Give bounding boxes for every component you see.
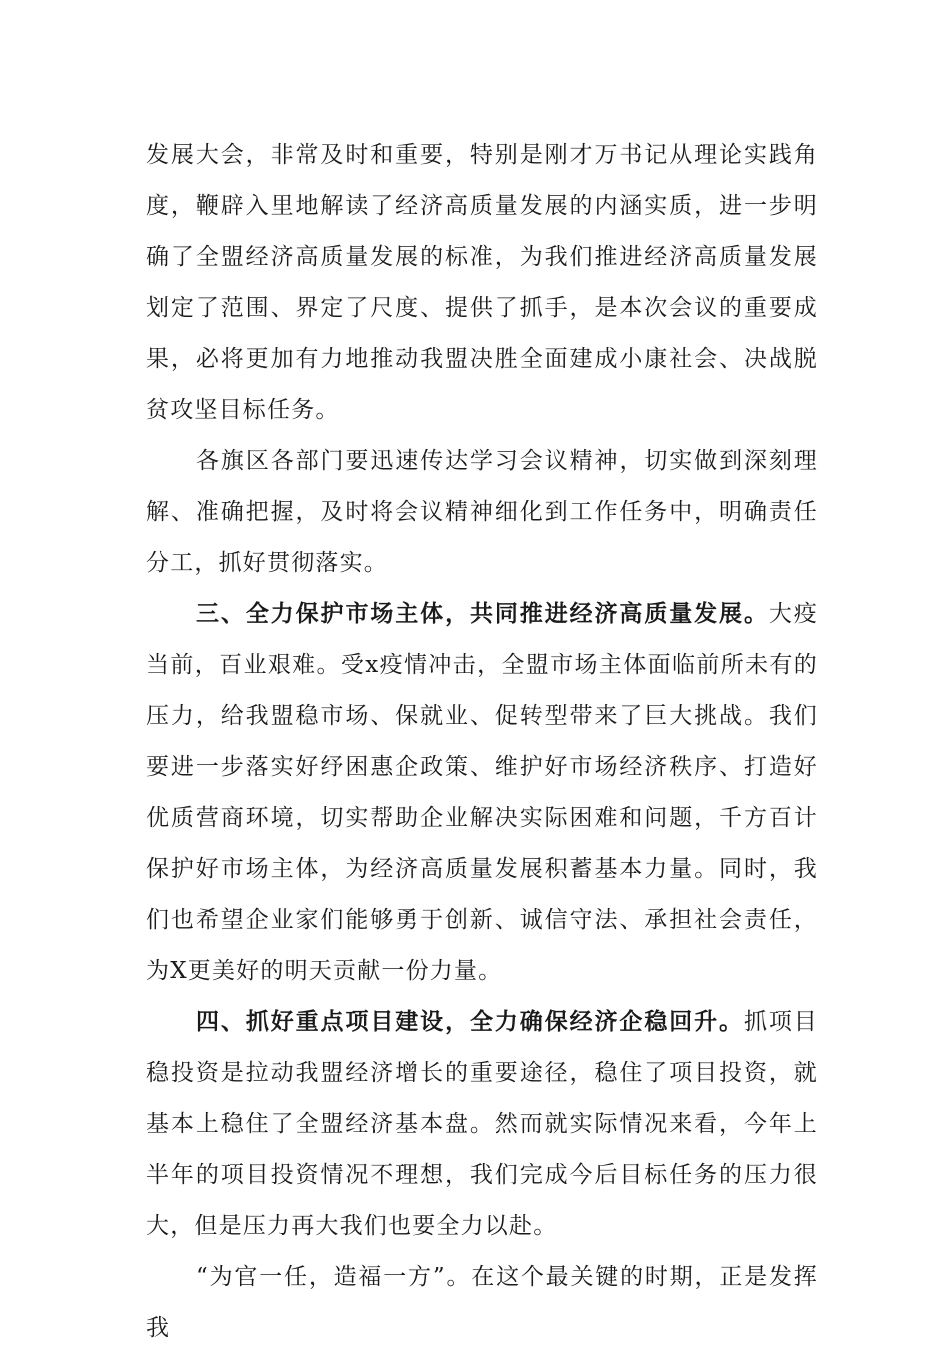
paragraph-text: “为官一任，造福一方”。在这个最关键的时期，正是发挥我: [146, 1264, 818, 1341]
section-four-paragraph: [146, 997, 818, 1252]
document-body: [146, 130, 818, 1354]
paragraph-implementation: [146, 436, 818, 589]
section-heading: 四、抓好重点项目建设，全力确保经济企稳回升。: [196, 1009, 744, 1035]
paragraph-closing-start: [146, 1252, 818, 1354]
section-three-paragraph: [146, 589, 818, 997]
paragraph-text: 大疫当前，百业艰难。受x疫情冲击，全盟市场主体面临前所未有的压力，给我盟稳市场、保就业、促转型带来了巨大挑战。我们要进一步落实好纾困惠企政策、维护好市场经济秩序、打造好优质营商环境，切实帮助企业解决实际困难和问题，千方百计保护好市场主体，为经济高质量发展积蓄基本力量。同时，我们也希望企业家们能够勇于创新、诚信守法、承担社会责任，为X更美好的明天贡献一份力量。: [146, 601, 818, 984]
paragraph-continuation: [146, 130, 818, 436]
paragraph-text: 抓项目稳投资是拉动我盟经济增长的重要途径，稳住了项目投资，就基本上稳住了全盟经济基本盘。然而就实际情况来看，今年上半年的项目投资情况不理想，我们完成今后目标任务的压力很大，但是压力再大我们也要全力以赴。: [146, 1009, 818, 1239]
section-heading: 三、全力保护市场主体，共同推进经济高质量发展。: [196, 601, 769, 627]
paragraph-text: 各旗区各部门要迅速传达学习会议精神，切实做到深刻理解、准确把握，及时将会议精神细化到工作任务中，明确责任分工，抓好贯彻落实。: [146, 448, 818, 576]
paragraph-text: 发展大会，非常及时和重要，特别是刚才万书记从理论实践角度，鞭辟入里地解读了经济高质量发展的内涵实质，进一步明确了全盟经济高质量发展的标准，为我们推进经济高质量发展划定了范围、界定了尺度、提供了抓手，是本次会议的重要成果，必将更加有力地推动我盟决胜全面建成小康社会、决战脱贫攻坚目标任务。: [146, 142, 818, 423]
